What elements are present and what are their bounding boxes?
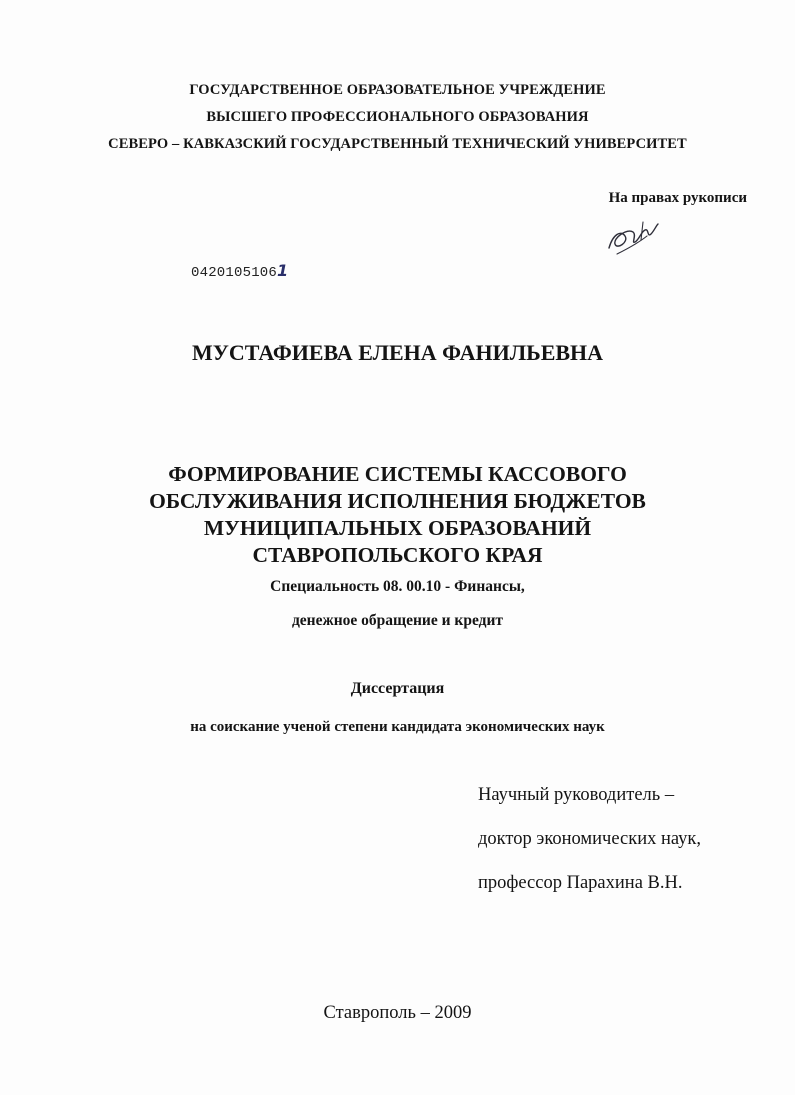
signature-icon [603, 214, 661, 260]
degree: на соискание ученой степени кандидата экономических наук [190, 719, 605, 735]
title-line-3: МУНИЦИПАЛЬНЫХ ОБРАЗОВАНИЙ [203, 516, 592, 540]
author-name: МУСТАФИЕВА ЕЛЕНА ФАНИЛЬЕВНА [191, 340, 604, 365]
supervisor-line-3: профессор Парахина В.Н. [478, 873, 683, 893]
title-line-4: СТАВРОПОЛЬСКОГО КРАЯ [252, 543, 543, 567]
registration-number-printed: 0420105106 [191, 265, 278, 281]
registration-number [191, 261, 288, 281]
manuscript-note: На правах рукописи [608, 190, 747, 206]
institution-line-1: ГОСУДАРСТВЕННОЕ ОБРАЗОВАТЕЛЬНОЕ УЧРЕЖДЕНИЕ [189, 82, 606, 98]
supervisor-line-2: доктор экономических наук, [478, 829, 702, 849]
supervisor-line-1: Научный руководитель – [478, 785, 675, 805]
institution-line-2: ВЫСШЕГО ПРОФЕССИОНАЛЬНОГО ОБРАЗОВАНИЯ [206, 109, 589, 125]
document-type: Диссертация [350, 680, 445, 697]
specialty-line-2: денежное обращение и кредит [291, 612, 504, 629]
specialty-line-1: Специальность 08. 00.10 - Финансы, [270, 578, 525, 595]
registration-number-handwritten: 1 [277, 261, 289, 280]
title-line-1: ФОРМИРОВАНИЕ СИСТЕМЫ КАССОВОГО [168, 462, 627, 486]
institution-line-3: СЕВЕРО – КАВКАЗСКИЙ ГОСУДАРСТВЕННЫЙ ТЕХНИЧЕСКИЙ УНИВЕРСИТЕТ [108, 136, 687, 152]
title-line-2: ОБСЛУЖИВАНИЯ ИСПОЛНЕНИЯ БЮДЖЕТОВ [149, 489, 646, 513]
place-year: Ставрополь – 2009 [323, 1003, 472, 1023]
